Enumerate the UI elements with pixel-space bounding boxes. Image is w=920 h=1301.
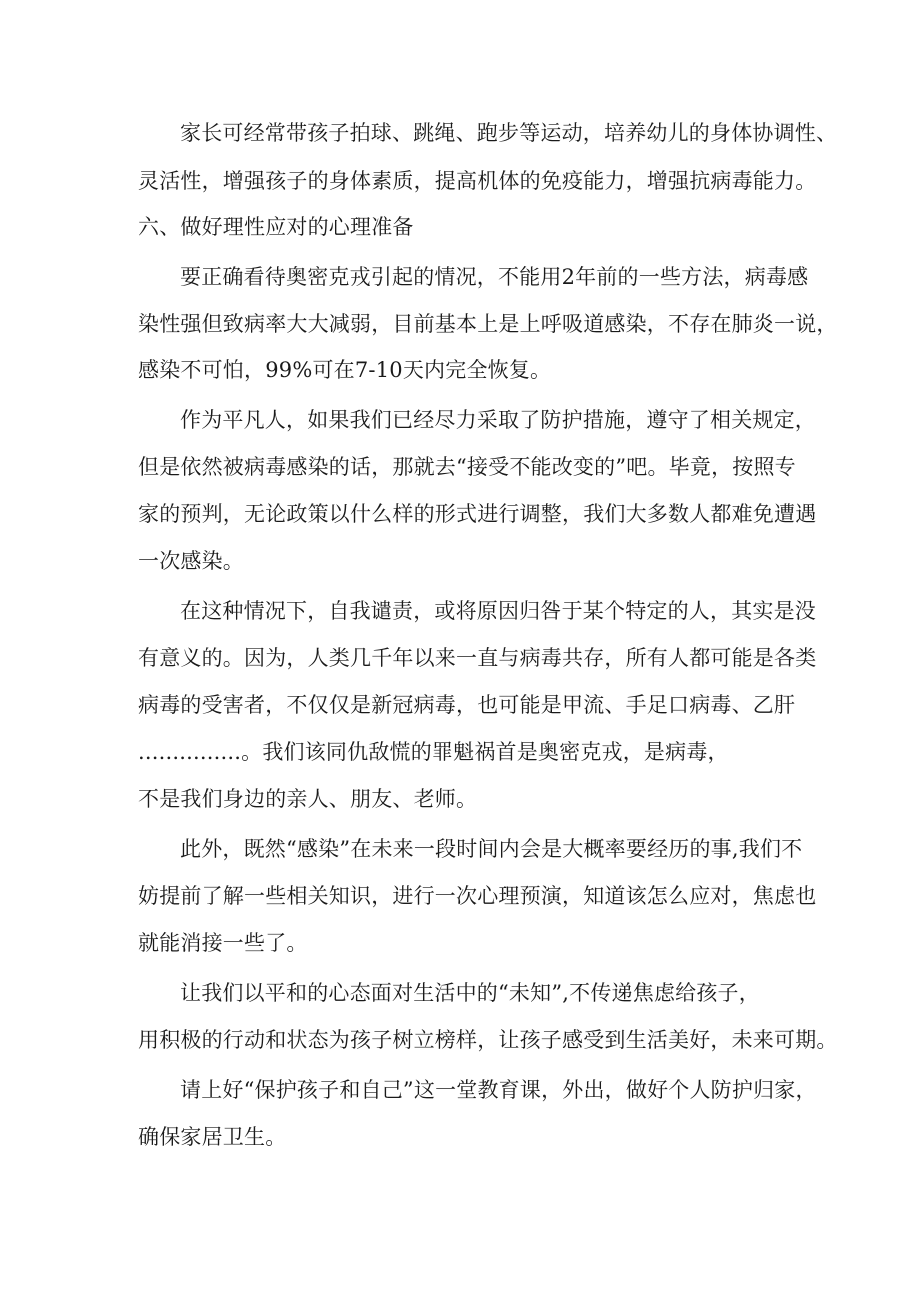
text-line: 请上好“保护孩子和自己”这一堂教育课，外出，做好个人防护归家， xyxy=(180,1078,817,1102)
text-line: 让我们以平和的心态面对生活中的“未知”,不传递焦虑给孩子， xyxy=(180,981,760,1005)
text-line: 一次感染。 xyxy=(138,549,244,573)
text-line: 灵活性，增强孩子的身体素质，提高机体的免疫能力，增强抗病毒能力。 xyxy=(138,169,817,193)
text-line: 不是我们身边的亲人、朋友、老师。 xyxy=(138,787,478,811)
text-line: 要正确看待奥密克戎引起的情况，不能用2年前的一些方法，病毒感 xyxy=(180,265,809,289)
text-line: 用积极的行动和状态为孩子树立榜样，让孩子感受到生活美好，未来可期。 xyxy=(138,1028,838,1052)
text-line: 但是依然被病毒感染的话，那就去“接受不能改变的”吧。毕竟，按照专 xyxy=(138,455,796,479)
text-line: 此外，既然“感染”在未来一段时间内会是大概率要经历的事,我们不 xyxy=(180,837,803,861)
text-line: 染性强但致病率大大减弱，目前基本上是上呼吸道感染，不存在肺炎一说， xyxy=(138,312,838,336)
text-line: 在这种情况下，自我谴责，或将原因归咎于某个特定的人，其实是没 xyxy=(180,599,816,623)
section-heading: 六、做好理性应对的心理准备 xyxy=(138,215,414,239)
text-line: ...............。我们该同仇敌慌的罪魁祸首是奥密克戎，是病毒， xyxy=(138,740,729,764)
text-line: 就能消接一些了。 xyxy=(138,931,308,955)
text-line: 作为平凡人，如果我们已经尽力采取了防护措施，遵守了相关规定， xyxy=(180,408,816,432)
text-line: 确保家居卫生。 xyxy=(138,1125,287,1149)
text-line: 病毒的受害者，不仅仅是新冠病毒，也可能是甲流、手足口病毒、乙肝 xyxy=(138,693,796,717)
text-line: 感染不可怕，99%可在7-10天内完全恢复。 xyxy=(138,358,552,382)
text-line: 有意义的。因为，人类几千年以来一直与病毒共存，所有人都可能是各类 xyxy=(138,646,817,670)
text-line: 家的预判，无论政策以什么样的形式进行调整，我们大多数人都难免遭遇 xyxy=(138,502,817,526)
text-line: 妨提前了解一些相关知识，进行一次心理预演，知道该怎么应对，焦虑也 xyxy=(138,884,817,908)
text-line: 家长可经常带孩子拍球、跳绳、跑步等运动，培养幼儿的身体协调性、 xyxy=(180,121,838,145)
